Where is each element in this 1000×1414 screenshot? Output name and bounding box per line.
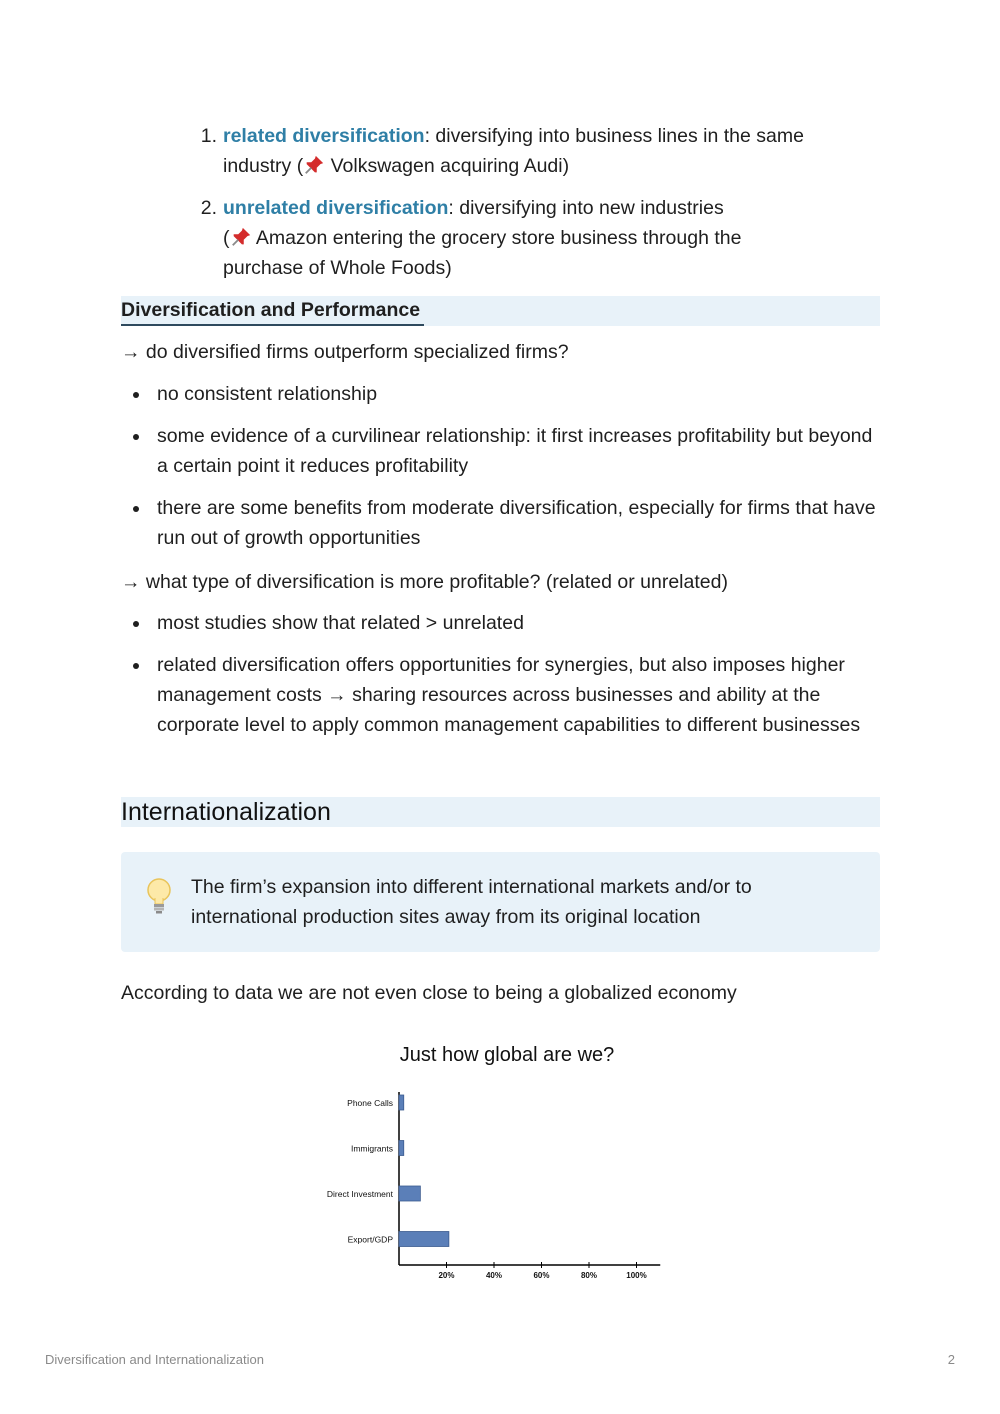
list-number: 2. [200,197,217,219]
definition-text: : diversifying into new industries [448,197,724,219]
example-open: ( [223,227,230,249]
question-type: → what type of diversification is more profitable? (related or unrelated) [121,571,728,593]
question-outperform: → do diversified firms outperform specialized firms? [121,341,569,363]
example-open: industry ( [223,155,304,177]
x-tick-label: 100% [626,1271,647,1280]
bar [399,1095,404,1110]
x-tick-label: 20% [438,1271,455,1280]
x-tick-label: 80% [580,1271,598,1280]
list-item [121,193,880,283]
list-item [121,121,880,181]
bar [399,1186,420,1201]
category-label: Immigrants [350,1143,393,1154]
bullet-item: no consistent relationship [121,379,880,409]
lightbulb-icon [145,876,173,916]
example-text: Amazon entering the grocery store business through the [251,227,742,249]
bullet-item: some evidence of a curvilinear relationship: it first increases profitability but beyond a certain point it reduces profitability [121,421,880,481]
type-bullets [121,608,880,752]
global-bar-chart [300,1030,700,1290]
diversification-types-list [121,121,880,295]
term-unrelated: unrelated diversification [223,197,449,219]
x-tick-label: 40% [485,1271,503,1280]
definition-text: : diversifying into business lines in the same [424,125,804,147]
category-label: Direct Investment [326,1189,393,1199]
heading-text: Diversification and Performance [121,296,424,326]
footer-title: Diversification and Internationalization [45,1352,264,1367]
definition-callout [121,852,880,952]
pushpin-icon [230,226,252,248]
chart-title: Just how global are we? [399,1044,615,1066]
bullet-item: most studies show that related > unrelated [121,608,880,638]
example-text-cont: purchase of Whole Foods) [223,257,452,279]
callout-text: The firm’s expansion into different international markets and/or to international production sites away from its original location [191,876,752,928]
term-related: related diversification [223,125,425,147]
category-label: Phone Calls [347,1098,393,1108]
bullet-item: there are some benefits from moderate diversification, especially for firms that have run out of growth opportunities [121,493,880,553]
performance-bullets [121,379,880,565]
section-heading-performance [121,296,880,326]
bar [399,1141,404,1156]
list-number: 1. [200,125,217,147]
body-paragraph: According to data we are not even close to being a globalized economy [121,982,737,1004]
section-heading-internationalization: Internationalization [121,797,880,827]
page-number: 2 [947,1352,955,1367]
bar [399,1232,449,1247]
x-tick-label: 60% [533,1271,550,1280]
bullet-item: related diversification offers opportunities for synergies, but also imposes higher management costs → sharing resources across businesses and ability at the corporate level to apply common management capabilities to different businesses [121,650,880,740]
pushpin-icon [303,154,325,176]
example-text: Volkswagen acquiring Audi) [325,155,570,177]
category-label: Export/GDP [347,1234,393,1245]
